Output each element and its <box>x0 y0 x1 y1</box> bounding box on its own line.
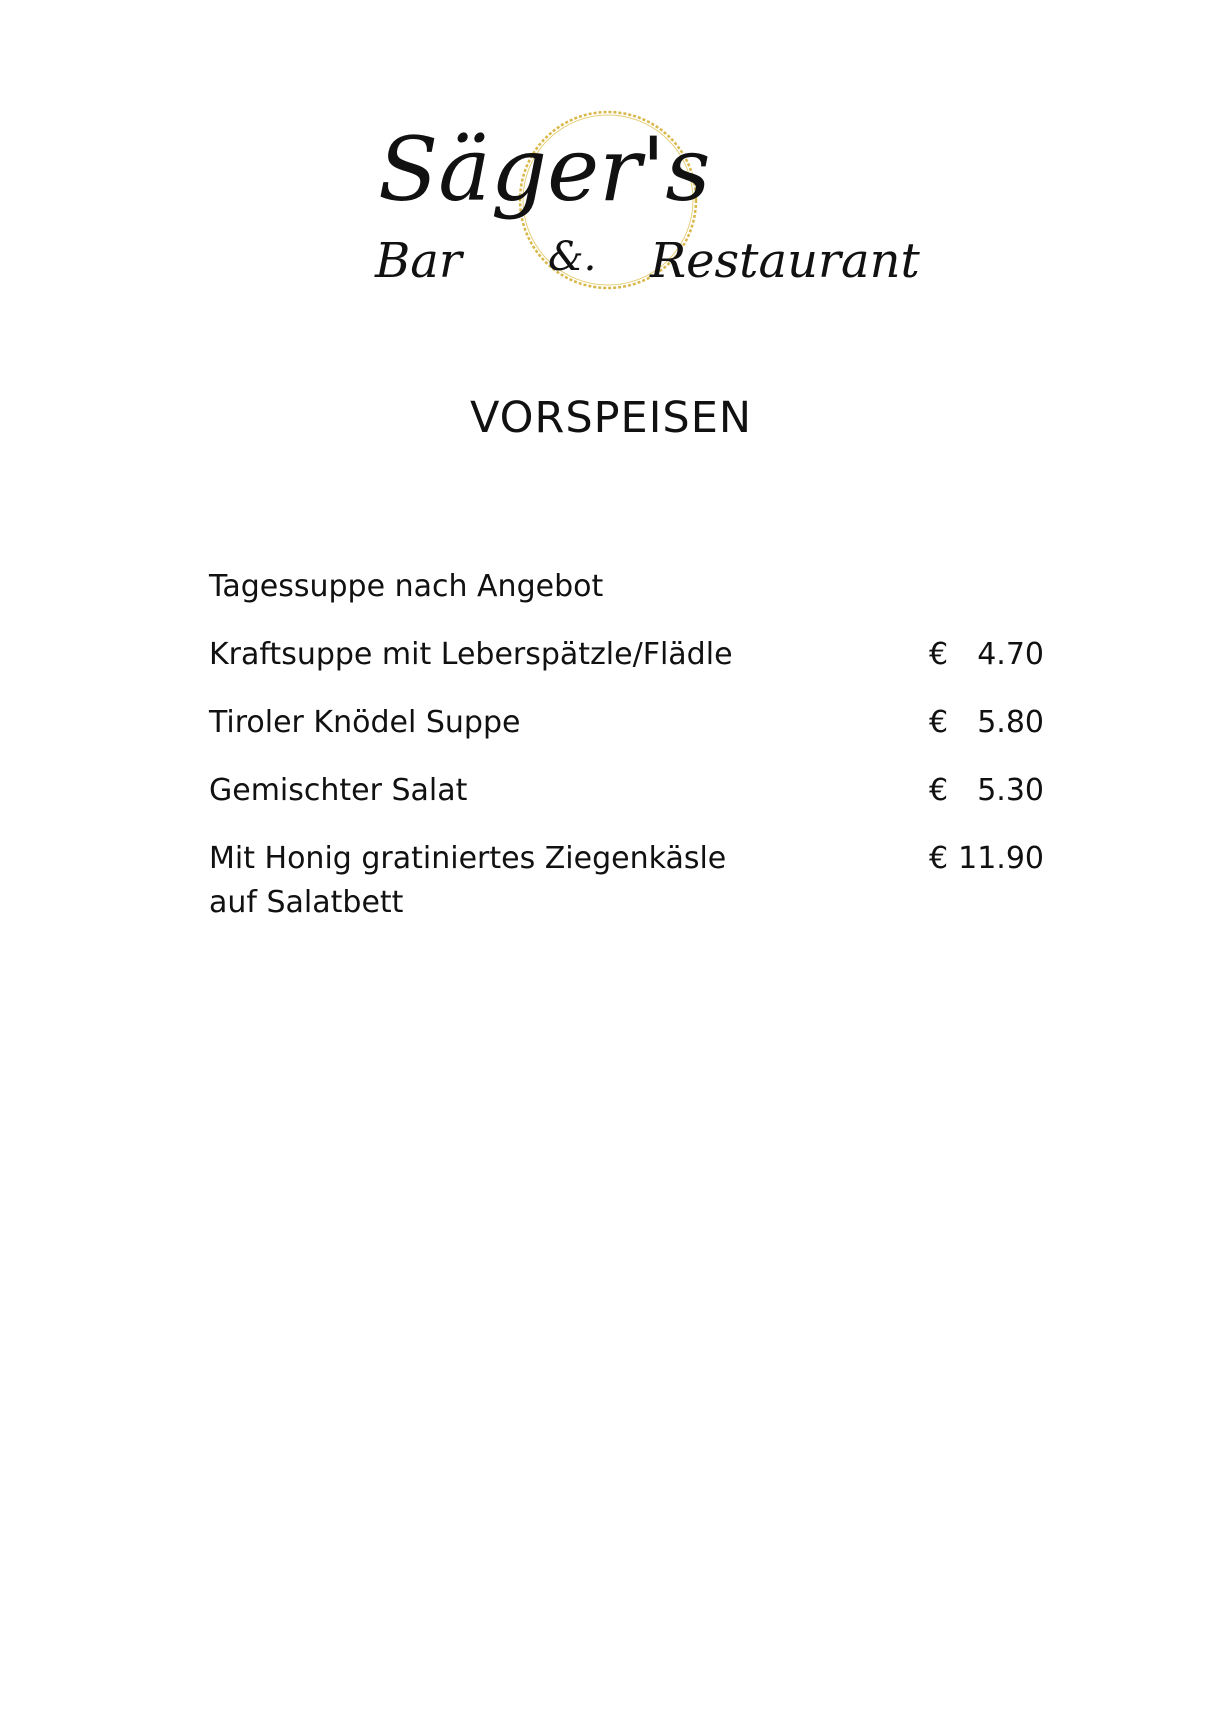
menu-item <box>209 633 1049 701</box>
price-amount: 5.80 <box>977 705 1044 740</box>
menu-item-name: Kraftsuppe mit Leberspätzle/Flädle <box>209 637 733 672</box>
price-amount: 4.70 <box>977 637 1044 672</box>
menu-list <box>209 565 1049 937</box>
menu-item-name-line2: auf Salatbett <box>209 885 404 920</box>
menu-item <box>209 837 1049 937</box>
menu-item-name: Tiroler Knödel Suppe <box>209 705 521 740</box>
price-amount: 11.90 <box>958 841 1044 876</box>
logo-ampersand: &. <box>548 234 597 280</box>
menu-item <box>209 701 1049 769</box>
menu-item-name: Tagessuppe nach Angebot <box>209 569 604 604</box>
menu-item-name-line1: Mit Honig gratiniertes Ziegenkäsle <box>209 841 727 876</box>
menu-item-name: Gemischter Salat <box>209 773 468 808</box>
currency-symbol: € <box>929 841 949 876</box>
price-amount: 5.30 <box>977 773 1044 808</box>
logo-subtitle-restaurant: Restaurant <box>650 233 920 289</box>
section-title: VORSPEISEN <box>469 393 753 443</box>
menu-item <box>209 565 1049 633</box>
menu-item <box>209 769 1049 837</box>
currency-symbol: € <box>929 705 949 740</box>
currency-symbol: € <box>929 773 949 808</box>
restaurant-logo <box>370 105 920 305</box>
menu-item-name <box>209 837 769 925</box>
logo-graphic <box>370 105 920 305</box>
logo-subtitle-bar: Bar <box>375 233 462 289</box>
currency-symbol: € <box>929 637 949 672</box>
logo-name: Säger's <box>378 118 711 221</box>
